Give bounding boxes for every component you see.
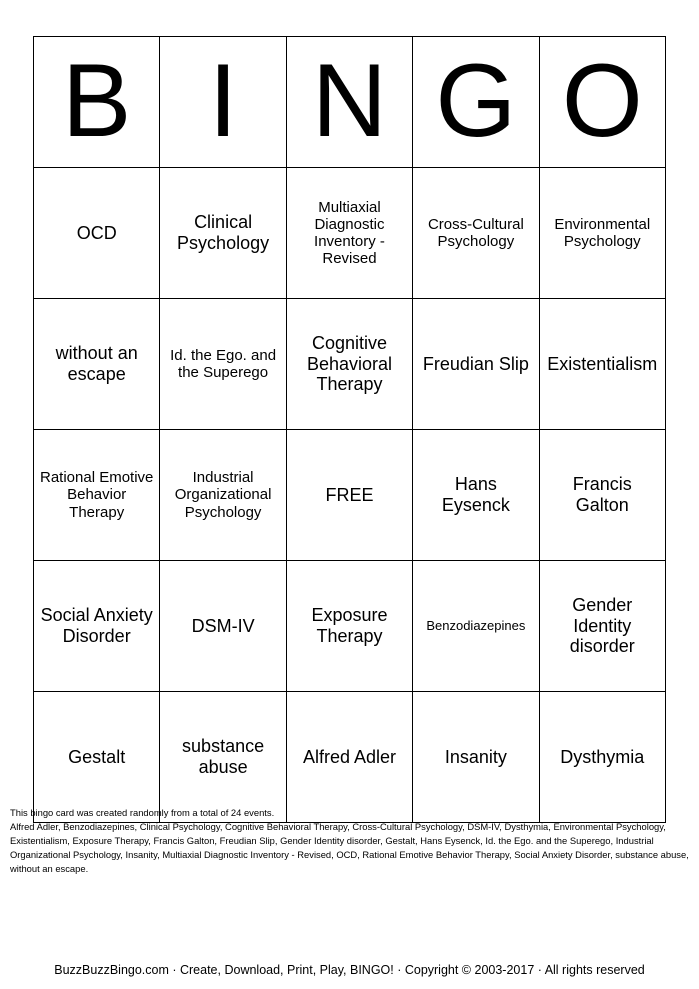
card-description-intro: This bingo card was created randomly from a total of 24 events. (10, 807, 275, 818)
header-letter-b: B (34, 37, 160, 168)
bingo-cell: Gender Identity disorder (539, 561, 665, 692)
header-letter-o: O (539, 37, 665, 168)
bingo-cell: OCD (34, 168, 160, 299)
bingo-cell: Insanity (413, 692, 539, 823)
bingo-row (34, 299, 666, 430)
bingo-cell: Clinical Psychology (160, 168, 286, 299)
bingo-cell: Freudian Slip (413, 299, 539, 430)
bingo-row (34, 430, 666, 561)
bingo-cell: Hans Eysenck (413, 430, 539, 561)
bingo-cell: Existentialism (539, 299, 665, 430)
header-row (34, 37, 666, 168)
bingo-card (33, 36, 666, 823)
bingo-cell: Gestalt (34, 692, 160, 823)
free-space-cell: FREE (286, 430, 412, 561)
bingo-cell: Environmental Psychology (539, 168, 665, 299)
bingo-cell: Cognitive Behavioral Therapy (286, 299, 412, 430)
bingo-cell: Benzodiazepines (413, 561, 539, 692)
bingo-cell: Multiaxial Diagnostic Inventory - Revised (286, 168, 412, 299)
bingo-cell: Id. the Ego. and the Superego (160, 299, 286, 430)
bingo-cell: without an escape (34, 299, 160, 430)
header-letter-g: G (413, 37, 539, 168)
bingo-row (34, 168, 666, 299)
header-letter-n: N (286, 37, 412, 168)
bingo-cell: Dysthymia (539, 692, 665, 823)
bingo-cell: Alfred Adler (286, 692, 412, 823)
bingo-row (34, 692, 666, 823)
bingo-cell: Exposure Therapy (286, 561, 412, 692)
bingo-cell: Social Anxiety Disorder (34, 561, 160, 692)
header-letter-i: I (160, 37, 286, 168)
event-list: Alfred Adler, Benzodiazepines, Clinical Psychology, Cognitive Behavioral Therapy, Cross-Cultural Psychology, DSM-IV, Dysthymia, Environmental Psychology, Existentialism, Exposure Therapy, Francis Galton, Freudian Slip, Gender Identity disorder, Gestalt, Hans Eysenck, Id. the Ego. and the Superego, Industrial Organizational Psychology, Insanity, Multiaxial Diagnostic Inventory - Revised, OCD, Rational Emotive Behavior Therapy, Social Anxiety Disorder, substance abuse, without an escape. (10, 821, 689, 874)
bingo-cell: DSM-IV (160, 561, 286, 692)
site-credits: BuzzBuzzBingo.com · Create, Download, Print, Play, BINGO! · Copyright © 2003-2017 · All rights reserved (54, 963, 645, 977)
bingo-cell: Cross-Cultural Psychology (413, 168, 539, 299)
bingo-cell: substance abuse (160, 692, 286, 823)
card-description (10, 806, 690, 876)
bingo-cell: Industrial Organizational Psychology (160, 430, 286, 561)
bingo-row (34, 561, 666, 692)
bingo-cell: Rational Emotive Behavior Therapy (34, 430, 160, 561)
bingo-cell: Francis Galton (539, 430, 665, 561)
